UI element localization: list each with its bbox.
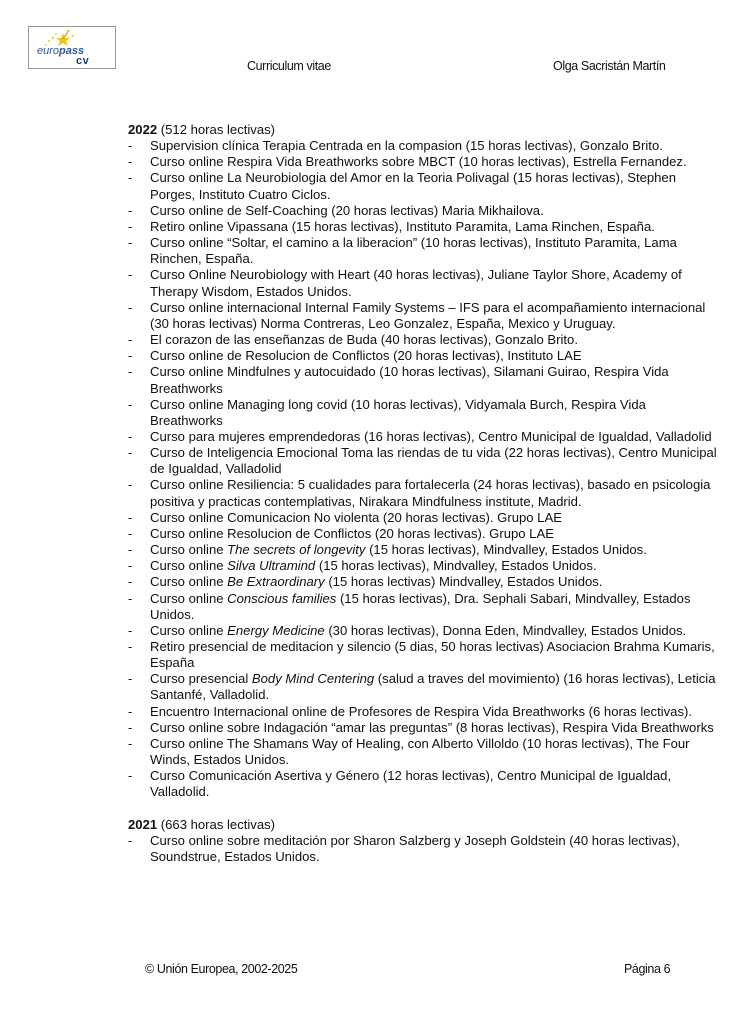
course-text: Curso online Comunicacion No violenta (20 horas lectivas). Grupo LAE (150, 509, 562, 525)
bullet-dash: - (128, 671, 133, 687)
bullet-dash: - (128, 154, 133, 170)
course-text: Encuentro Internacional online de Profesores de Respira Vida Breathworks (6 horas lectivas). (150, 703, 692, 719)
list-item (128, 704, 718, 720)
year-label: 2022 (128, 122, 158, 137)
bullet-dash: - (128, 364, 133, 380)
list-item (128, 154, 718, 170)
course-title-italic: Conscious families (227, 590, 337, 606)
list-item (128, 510, 718, 526)
bullet-dash: - (128, 202, 133, 218)
course-text: El corazon de las enseñanzas de Buda (40 horas lectivas), Gonzalo Brito. (150, 332, 578, 348)
course-text: Curso online (150, 590, 228, 606)
logo-text: europass (37, 45, 85, 57)
year-heading (128, 122, 718, 138)
course-text: Curso Comunicación Asertiva y Género (12 horas lectivas), Centro Municipal de Igualdad, Valladolid. (150, 768, 672, 800)
training-list (128, 122, 718, 865)
course-text: Curso online La Neurobiologia del Amor en la Teoria Polivagal (15 horas lectivas), Stephen Porges, Instituto Cuatro Ciclos. (150, 170, 676, 202)
bullet-dash: - (128, 558, 133, 574)
course-text: Curso online Managing long covid (10 horas lectivas), Vidyamala Burch, Respira Vida Breathworks (150, 396, 646, 428)
course-text: Curso online Resiliencia: 5 cualidades para fortalecerla (24 horas lectivas), basado en psicologia positiva y practicas contemplativas, Nirakara Mindfulness institute, Madrid. (150, 477, 711, 509)
course-text: Curso de Inteligencia Emocional Toma las riendas de tu vida (22 horas lectivas), Centro Municipal de Igualdad, Valladolid (150, 445, 717, 477)
list-item (128, 203, 718, 219)
list-item (128, 671, 718, 703)
course-text: Retiro presencial de meditacion y silencio (5 dias, 50 horas lectivas) Asociacion Brahma Kumaris, España (150, 639, 715, 671)
course-text: Curso online (150, 622, 228, 638)
bullet-dash: - (128, 235, 133, 251)
course-text: Curso online sobre meditación por Sharon Salzberg y Joseph Goldstein (40 horas lectivas), Soundstrue, Estados Unidos. (150, 832, 680, 864)
list-item (128, 558, 718, 574)
course-title-italic: Be Extraordinary (227, 574, 325, 590)
course-text: (15 horas lectivas), Mindvalley, Estados Unidos. (315, 558, 597, 574)
course-text: Curso online Mindfulnes y autocuidado (10 horas lectivas), Silamani Guirao, Respira Vida Breathworks (150, 364, 669, 396)
course-text: (30 horas lectivas), Donna Eden, Mindvalley, Estados Unidos. (324, 622, 687, 638)
course-text: Curso online The Shamans Way of Healing, con Alberto Villoldo (10 horas lectivas), The Four Winds, Estados Unidos. (150, 735, 690, 768)
list-item (128, 219, 718, 235)
list-item (128, 623, 718, 639)
list-item (128, 526, 718, 542)
list-item (128, 639, 718, 671)
year-label: 2021 (128, 816, 158, 832)
bullet-dash: - (128, 348, 133, 364)
course-text: (15 horas lectivas), Mindvalley, Estados Unidos. (365, 542, 647, 558)
course-text: Curso presencial (150, 671, 252, 687)
course-list (128, 138, 718, 800)
list-item (128, 720, 718, 736)
bullet-dash: - (128, 477, 133, 493)
candidate-name: Olga Sacristán Martín (553, 59, 666, 73)
list-item (128, 170, 718, 202)
course-text: Curso online internacional Internal Family Systems – IFS para el acompañamiento internacional (30 horas lectivas) Norma Contreras, Leo Gonzalez, España, Mexico y Uruguay. (150, 299, 706, 331)
course-text: Curso online (150, 542, 228, 558)
list-item (128, 833, 718, 865)
course-title-italic: Body Mind Centering (251, 671, 375, 687)
bullet-dash: - (128, 832, 133, 848)
section-gap (128, 801, 718, 817)
bullet-dash: - (128, 299, 133, 315)
bullet-dash: - (128, 639, 133, 654)
bullet-dash: - (128, 428, 133, 444)
course-text: Curso online de Resolucion de Conflictos (20 horas lectivas), Instituto LAE (150, 348, 582, 364)
course-text: Curso online “Soltar, el camino a la liberacion” (10 horas lectivas), Instituto Paramita, Lama Rinchen, España. (150, 235, 677, 267)
course-title-italic: Silva Ultramind (227, 558, 316, 574)
course-text: (salud a traves del movimiento) (16 horas lectivas), Leticia Santanfé, Valladolid. (150, 671, 716, 703)
list-item (128, 477, 718, 509)
course-text: (15 horas lectivas), Dra. Sephali Sabari, Mindvalley, Estados Unidos. (150, 590, 691, 622)
bullet-dash: - (128, 768, 133, 784)
course-text: Curso Online Neurobiology with Heart (40 horas lectivas), Juliane Taylor Shore, Academy of Therapy Wisdom, Estados Unidos. (150, 267, 682, 299)
course-text: Curso online (150, 574, 228, 590)
course-text: Curso online de Self-Coaching (20 horas lectivas) Maria Mikhailova. (150, 202, 544, 218)
list-item (128, 267, 718, 299)
year-heading (128, 817, 718, 833)
course-list (128, 833, 718, 865)
bullet-dash: - (128, 590, 133, 606)
bullet-dash: - (128, 509, 133, 525)
list-item (128, 542, 718, 558)
course-text: Curso online sobre Indagación “amar las preguntas” (8 horas lectivas), Respira Vida Breathworks (150, 719, 714, 735)
list-item (128, 768, 718, 800)
europass-cv-logo (28, 26, 116, 69)
list-item (128, 235, 718, 267)
list-item (128, 429, 718, 445)
list-item (128, 348, 718, 364)
bullet-dash: - (128, 719, 133, 735)
bullet-dash: - (128, 267, 133, 283)
list-item (128, 332, 718, 348)
list-item (128, 736, 718, 768)
bullet-dash: - (128, 396, 133, 412)
bullet-dash: - (128, 542, 133, 558)
bullet-dash: - (128, 138, 133, 154)
bullet-dash: - (128, 703, 133, 719)
course-title-italic: Energy Medicine (227, 622, 325, 638)
bullet-dash: - (128, 218, 133, 234)
bullet-dash: - (128, 170, 133, 186)
bullet-dash: - (128, 525, 133, 541)
bullet-dash: - (128, 574, 133, 590)
list-item (128, 591, 718, 623)
logo-cv-text: cv (76, 55, 90, 67)
list-item (128, 445, 718, 477)
course-text: Retiro online Vipassana (15 horas lectivas), Instituto Paramita, Lama Rinchen, España. (150, 218, 655, 234)
course-text: Curso para mujeres emprendedoras (16 horas lectivas), Centro Municipal de Igualdad, Valladolid (150, 428, 712, 444)
course-text: (15 horas lectivas) Mindvalley, Estados Unidos. (324, 574, 603, 590)
document-title: Curriculum vitae (247, 59, 331, 73)
year-hours: (663 horas lectivas) (157, 816, 276, 832)
year-hours: (512 horas lectivas) (157, 122, 276, 137)
page-number: Página 6 (624, 962, 671, 976)
bullet-dash: - (128, 445, 133, 461)
bullet-dash: - (128, 332, 133, 348)
list-item (128, 397, 718, 429)
course-text: Curso online Resolucion de Conflictos (20 horas lectivas). Grupo LAE (150, 525, 554, 541)
course-title-italic: The secrets of longevity (227, 542, 366, 558)
list-item (128, 300, 718, 332)
list-item (128, 364, 718, 396)
course-text: Supervision clínica Terapia Centrada en la compasion (15 horas lectivas), Gonzalo Brito. (150, 138, 663, 154)
bullet-dash: - (128, 735, 133, 751)
course-text: Curso online Respira Vida Breathworks sobre MBCT (10 horas lectivas), Estrella Fernandez. (150, 154, 687, 170)
list-item (128, 574, 718, 590)
bullet-dash: - (128, 622, 133, 638)
footer-copyright: © Unión Europea, 2002-2025 (145, 962, 298, 976)
list-item (128, 138, 718, 154)
course-text: Curso online (150, 558, 228, 574)
